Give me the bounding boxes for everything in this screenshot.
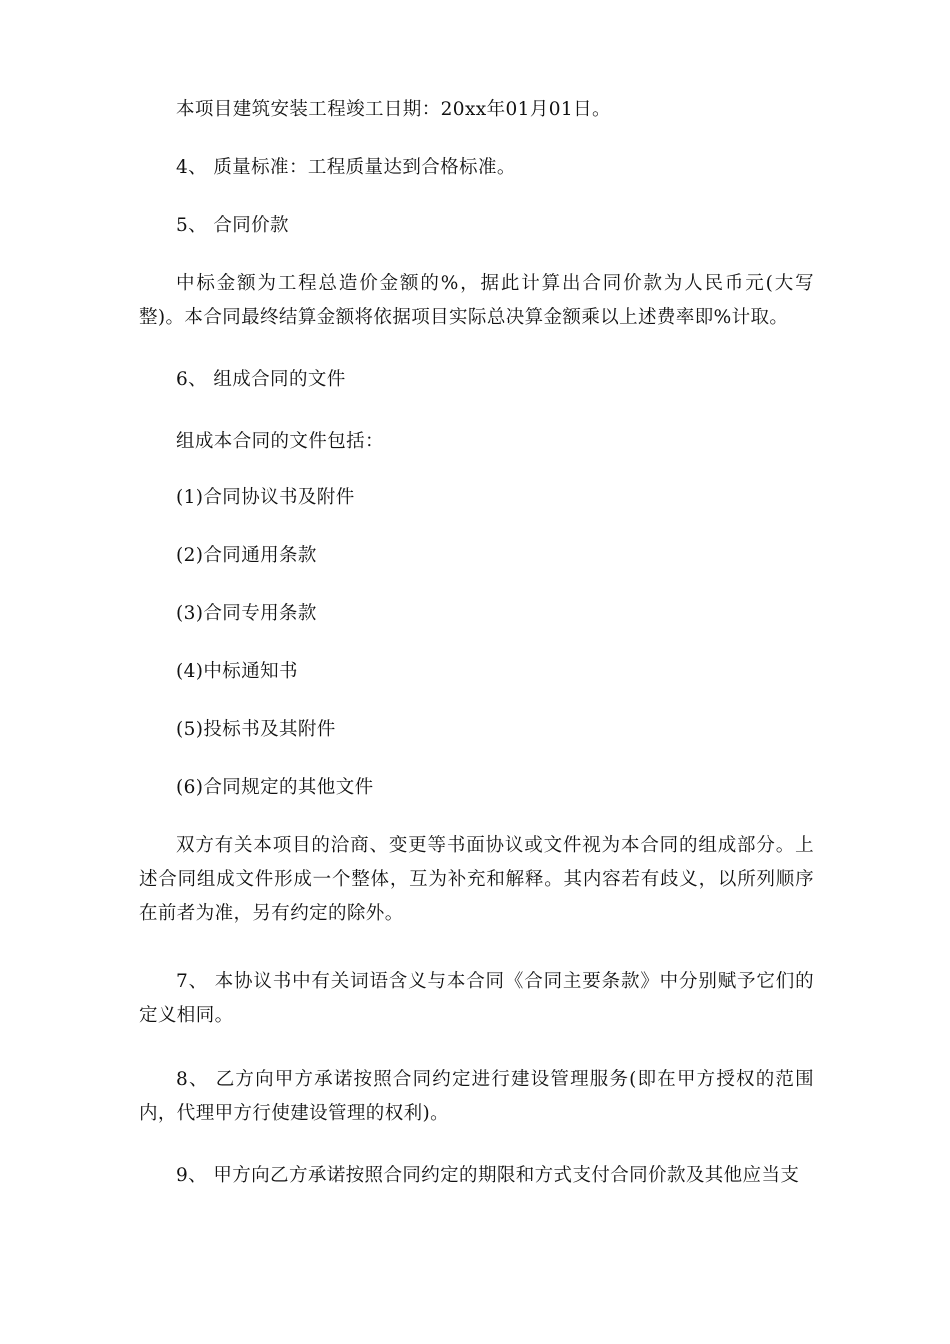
documents-order-paragraph: 双方有关本项目的洽商、变更等书面协议或文件视为本合同的组成部分。上述合同组成文件形成一个整体，互为补充和解释。其内容若有歧义，以所列顺序在前者为准，另有约定的除外。 [139,835,814,924]
completion-date-paragraph: 本项目建筑安装工程竣工日期：20xx年01月01日。 [176,99,611,120]
party-b-commitment-paragraph: 8、 乙方向甲方承诺按照合同约定进行建设管理服务(即在甲方授权的范围内，代理甲方行使建设管理的权利)。 [139,1069,814,1124]
contract-price-heading: 5、 合同价款 [176,215,289,236]
term-definition-paragraph: 7、 本协议书中有关词语含义与本合同《合同主要条款》中分别赋予它们的定义相同。 [139,971,814,1026]
list-item: (3)合同专用条款 [176,603,317,624]
list-item: (6)合同规定的其他文件 [176,777,374,798]
list-item: (1)合同协议书及附件 [176,487,355,508]
party-a-commitment-paragraph: 9、 甲方向乙方承诺按照合同约定的期限和方式支付合同价款及其他应当支 [176,1165,800,1186]
contract-price-paragraph: 中标金额为工程总造价金额的%，据此计算出合同价款为人民币元(大写整)。本合同最终结算金额将依据项目实际总决算金额乘以上述费率即%计取。 [139,273,814,328]
quality-standard-paragraph: 4、 质量标准：工程质量达到合格标准。 [176,157,516,178]
contract-documents-heading: 6、 组成合同的文件 [176,369,346,390]
contract-documents-intro: 组成本合同的文件包括： [176,431,384,452]
list-item: (4)中标通知书 [176,661,298,682]
list-item: (5)投标书及其附件 [176,719,336,740]
list-item: (2)合同通用条款 [176,545,317,566]
